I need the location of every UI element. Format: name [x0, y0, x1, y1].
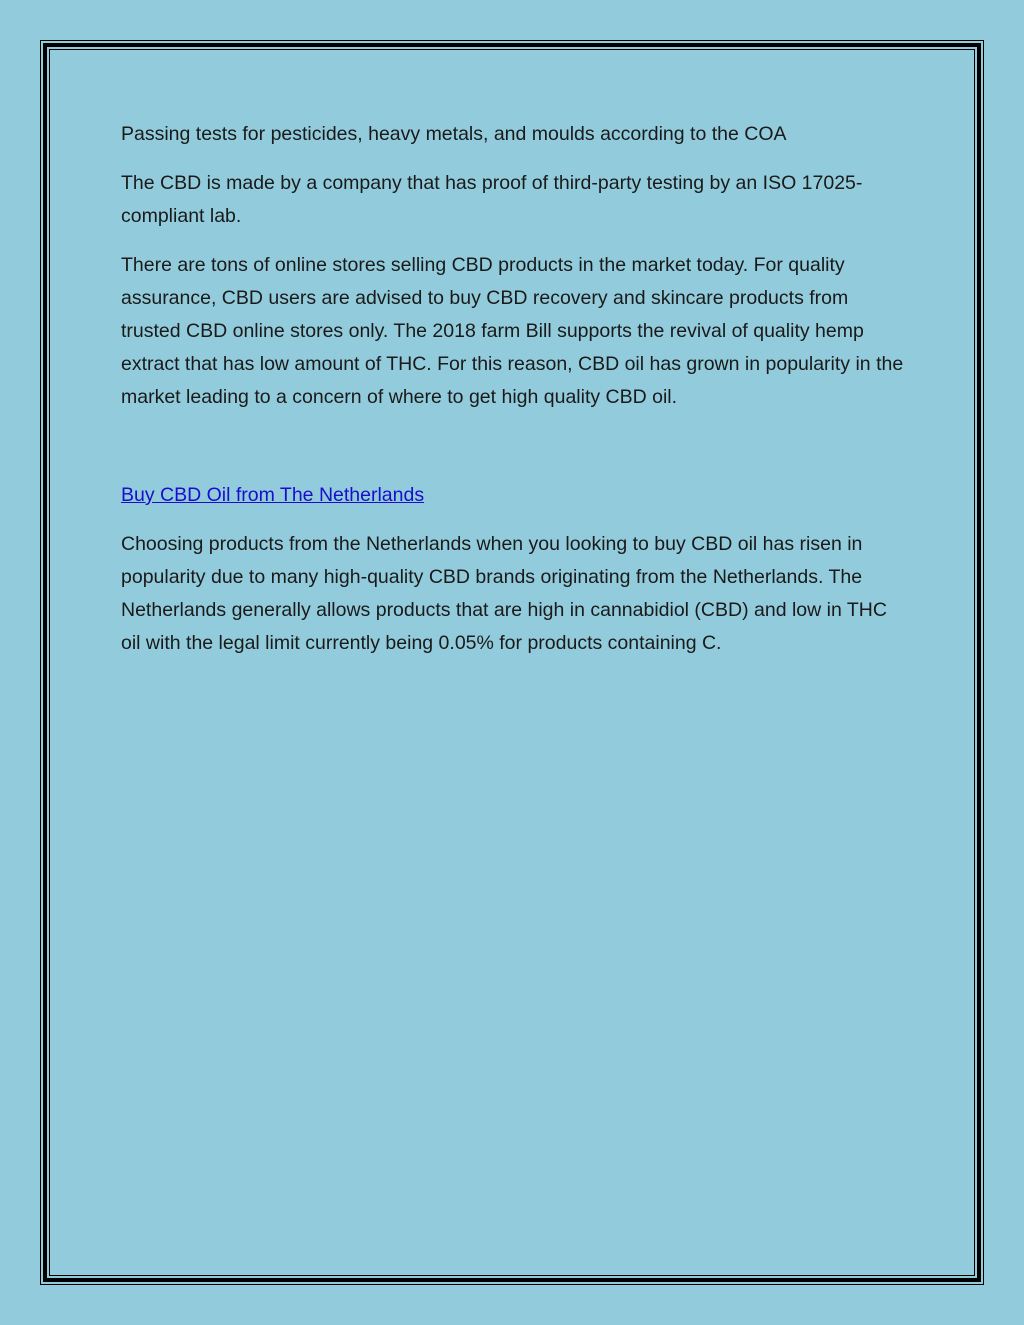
document-body: [121, 118, 911, 676]
paragraph-netherlands: Choosing products from the Netherlands when you looking to buy CBD oil has risen in popularity due to many high-quality CBD brands originating from the Netherlands. The Netherlands generally allows products that are high in cannabidiol (CBD) and low in THC oil with the legal limit currently being 0.05% for products containing C.: [121, 533, 887, 654]
buy-cbd-oil-netherlands-link[interactable]: Buy CBD Oil from The Netherlands: [121, 484, 425, 506]
heading-link-paragraph: [121, 479, 911, 512]
paragraph-spacer: [121, 430, 911, 479]
paragraph-online-stores: There are tons of online stores selling CBD products in the market today. For quality assurance, CBD users are advised to buy CBD recovery and skincare products from trusted CBD online stores only. The 2018 farm Bill supports the revival of quality hemp extract that has low amount of THC. For this reason, CBD oil has grown in popularity in the market leading to a concern of where to get high quality CBD oil.: [121, 254, 904, 408]
paragraph-coa-testing: Passing tests for pesticides, heavy metals, and moulds according to the COA: [121, 123, 787, 145]
paragraph-iso-lab: The CBD is made by a company that has proof of third-party testing by an ISO 17025-compliant lab.: [121, 172, 863, 227]
